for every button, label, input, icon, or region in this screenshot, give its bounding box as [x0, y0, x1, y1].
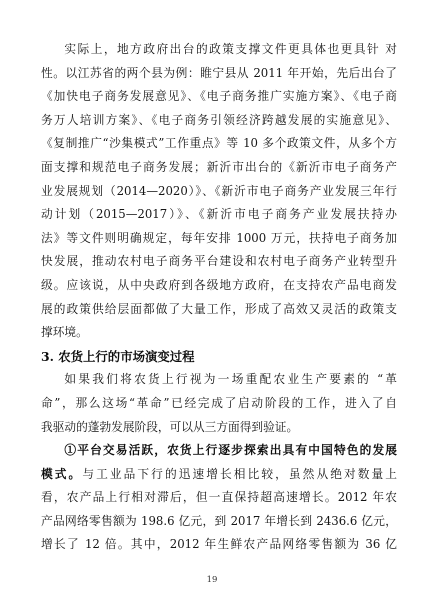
bold-lead-text: 模式。	[41, 466, 83, 481]
paragraph-policy-support	[41, 38, 397, 345]
paragraph-market-evolution	[41, 368, 397, 439]
text-line: 产品网络零售额为 198.6 亿元，到 2017 年增长到 2436.6 亿元，	[41, 513, 397, 528]
text-line: 看，农产品上行相对滞后，但一直保持超高速增长。2012 年农	[41, 490, 397, 505]
text-line: 命”，那么这场“革命”已经完成了启动阶段的工作，进入了自	[41, 395, 397, 410]
text-line: 增长了 12 倍。其中，2012 年生鲜农产品网络零售额为 36 亿	[41, 537, 397, 552]
text-line: 快发展，推动农村电子商务平台建设和农村电子商务产业转型升	[41, 254, 397, 269]
text-line: 展的政策供给层面都做了大量工作，形成了高效又灵活的政策支	[41, 301, 397, 316]
text-line: 如果我们将农货上行视为一场重配农业生产要素的 “革	[64, 372, 397, 387]
page-body	[41, 38, 397, 557]
text-line: 实际上，地方政府出台的政策支撑文件更具体也更具针 对	[64, 42, 397, 56]
text-line: 法》等文件则明确规定，每年安排 1000 万元，扶持电子商务加	[41, 230, 397, 245]
text-line: 动计划（2015—2017）》、《新沂市电子商务产业发展扶持办	[41, 207, 397, 222]
text-line: 面支撑和规范电子商务发展；新沂市出台的《新沂市电子商务产	[41, 159, 397, 174]
text-line	[41, 439, 397, 463]
text-line	[41, 463, 397, 487]
paragraph-platform-trading	[41, 439, 397, 557]
text-line: 《加快电子商务发展意见》、《电子商务推广实施方案》、《电子商	[41, 89, 397, 104]
text-line: 《复制推广“沙集模式”工作重点》等 10 多个政策文件，从多个方	[41, 136, 397, 151]
bold-lead-text: ①平台交易活跃，农货上行逐步探索出具有中国特色的发展	[64, 443, 397, 458]
body-text: 与工业品下行的迅速增长相比较，虽然从绝对数量上	[82, 466, 397, 481]
text-line: 业发展规划（2014—2020）》、《新沂市电子商务产业发展三年行	[41, 183, 397, 198]
page-number: 19	[206, 575, 218, 585]
text-line: 级。应该说，从中央政府到各级地方政府，在支持农产品电商发	[41, 277, 397, 292]
text-line: 务万人培训方案》、《电子商务引领经济跨越发展的实施意见》、	[41, 112, 397, 127]
text-line: 我驱动的蓬勃发展阶段，可以从三方面得到验证。	[41, 419, 299, 434]
text-line: 撑环境。	[41, 325, 88, 340]
text-line: 性。以江苏省的两个县为例：睢宁县从 2011 年开始，先后出台了	[41, 65, 397, 80]
section-heading: 3. 农货上行的市场演变过程	[41, 348, 195, 364]
